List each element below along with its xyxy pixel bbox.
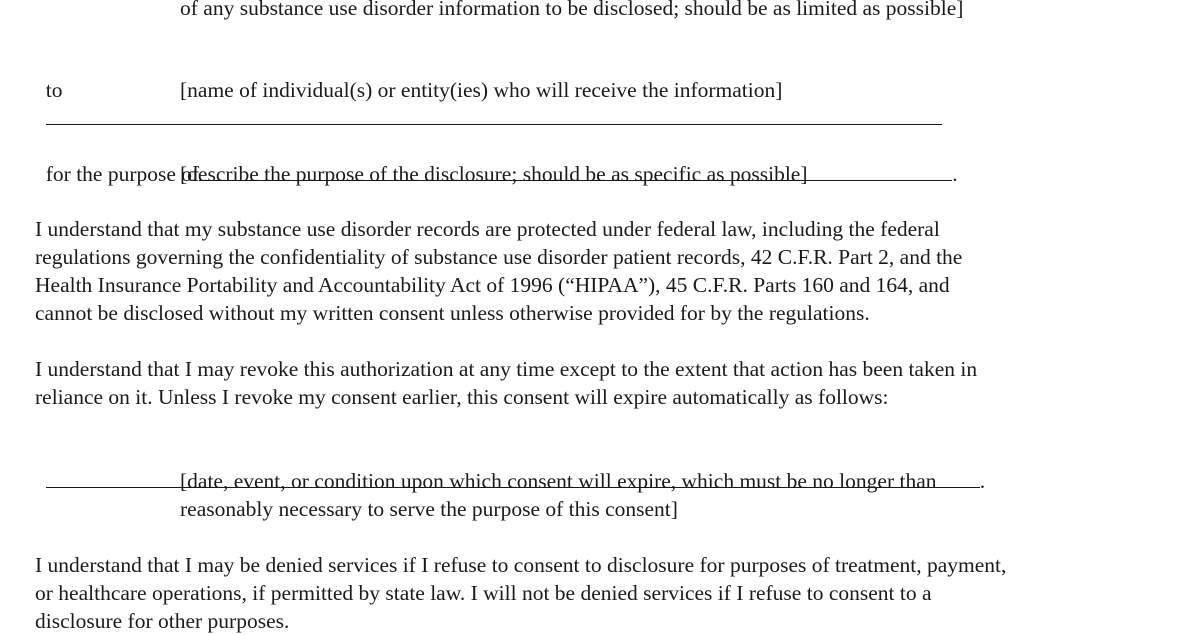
paragraph-line: cannot be disclosed without my written consent unless otherwise provided for by the regulations.	[35, 301, 870, 325]
disclosure-info-hint: of any substance use disorder information to be disclosed; should be as limited as possible]	[180, 0, 964, 20]
paragraph-line: Health Insurance Portability and Accountability Act of 1996 (“HIPAA”), 45 C.F.R. Parts 160 and 164, and	[35, 273, 950, 297]
paragraph-line: regulations governing the confidentiality of substance use disorder patient records, 42 C.F.R. Part 2, and the	[35, 245, 963, 269]
paragraph-line: I understand that my substance use disorder records are protected under federal law, including the federal	[35, 217, 940, 241]
paragraph-line: disclosure for other purposes.	[35, 609, 290, 633]
expiration-hint-line-2: reasonably necessary to serve the purpose of this consent]	[180, 497, 678, 521]
recipient-blank-field[interactable]	[46, 104, 942, 125]
paragraph-line: I understand that I may be denied services if I refuse to consent to disclosure for purposes of treatment, payment,	[35, 553, 1007, 577]
purpose-period: .	[952, 162, 958, 186]
paragraph-line: reliance on it. Unless I revoke my consent earlier, this consent will expire automatically as follows:	[35, 385, 889, 409]
federal-law-paragraph	[35, 215, 1175, 327]
recipient-hint: [name of individual(s) or entity(ies) who will receive the information]	[180, 78, 783, 102]
paragraph-line: I understand that I may revoke this authorization at any time except to the extent that action has been taken in	[35, 357, 978, 381]
purpose-hint: [describe the purpose of the disclosure; should be as specific as possible]	[180, 162, 808, 186]
denial-paragraph	[35, 551, 1175, 635]
revoke-paragraph	[35, 355, 1175, 411]
recipient-prefix: to	[45, 78, 63, 102]
expiration-hint-line-1: [date, event, or condition upon which consent will expire, which must be no longer than	[180, 469, 937, 493]
purpose-prefix: for the purpose of	[45, 162, 200, 186]
paragraph-line: or healthcare operations, if permitted by state law. I will not be denied services if I refuse to consent to a	[35, 581, 932, 605]
expiration-period: .	[979, 469, 986, 493]
